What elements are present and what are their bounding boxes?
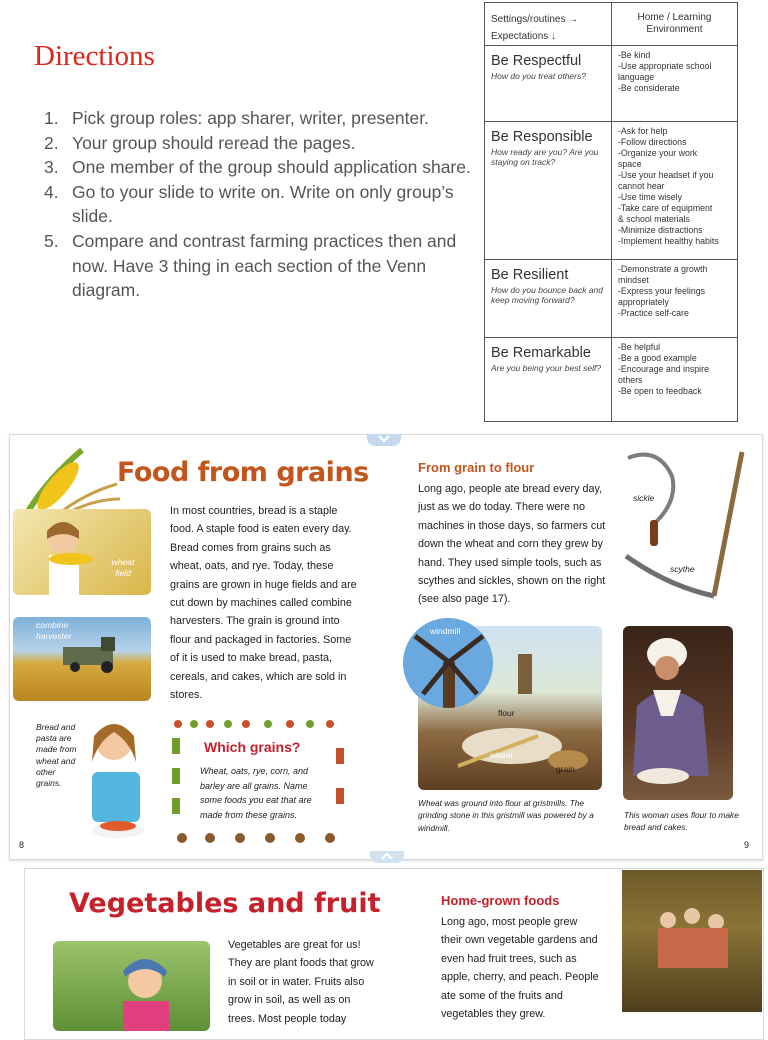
matrix-behaviors-remarkable: -Be helpful -Be a good example -Encourage and inspire others -Be open to feedback	[612, 338, 738, 422]
label-bread-pasta: Bread and pasta are made from wheat and other grains.	[36, 722, 77, 789]
girl-corn-photo	[13, 509, 151, 595]
label-windmill: windmill	[430, 626, 461, 636]
direction-step: 5. Compare and contrast farming practices then and now. Have 3 thing in each section of the Venn diagram.	[44, 230, 457, 301]
grains-intro-text: In most countries, bread is a staple food. A staple food is eaten every day. Bread comes from grains such as wheat, oats, and rye. Today, these grains are grown in huge fields and are cut down by machines called combine harvesters. The grain is ground into flour and packaged in factories. Some of it is used to make bread, pasta, cereals, and cakes, which are sold in stores.	[170, 505, 357, 702]
home-grown-text: Long ago, most people grew their own vegetable gardens and even had fruit trees, such as apple, cherry, and peach. People ate some of the fruits and vegetables they grew.	[441, 916, 599, 1021]
home-grown-title: Home-grown foods	[441, 893, 560, 908]
expectations-matrix	[484, 2, 738, 422]
matrix-value-responsible: Be Responsible How ready are you? Are you staying on track?	[485, 122, 612, 260]
grain-to-flour-text: Long ago, people ate bread every day, just as we do today. There were no machines in those days, so farmers cut down the wheat and corn they grew by hand. They used simple tools, such as scythes and sickles, shown on the right (see also page 17).	[418, 483, 606, 606]
label-scythe: scythe	[670, 564, 695, 574]
matrix-value-remarkable: Be Remarkable Are you being your best self?	[485, 338, 612, 422]
family-painting-photo	[622, 870, 762, 1012]
directions-list	[44, 106, 472, 303]
label-wheat-field: wheat field	[111, 557, 135, 578]
sickle-scythe-icon	[618, 446, 754, 610]
matrix-behaviors-respectful: -Be kind -Use appropriate school language -Be considerate	[612, 46, 738, 122]
expand-chevron-icon[interactable]	[370, 851, 404, 863]
matrix-behaviors-resilient: -Demonstrate a growth mindset -Express your feelings appropriately -Practice self-care	[612, 260, 738, 338]
collapse-chevron-icon[interactable]	[367, 434, 401, 446]
grain-to-flour-title: From grain to flour	[418, 460, 535, 475]
which-grains-title: Which grains?	[204, 739, 301, 755]
matrix-header-left: Settings/routines → Expectations ↓	[485, 3, 612, 46]
gristmill-caption: Wheat was ground into flour at gristmills. The grinding stone in this gristmill was powered by a windmill.	[418, 798, 594, 833]
matrix-behaviors-responsible: -Ask for help -Follow directions -Organize your work space -Use your headset if you cannot hear -Use time wisely -Take care of equipment & school materials -Minimize distractions -Implement healthy habits	[612, 122, 738, 260]
label-combine-harvester: combine harvester	[36, 620, 72, 641]
direction-step: 2. Your group should reread the pages.	[44, 132, 356, 153]
page-number-right: 9	[744, 840, 750, 850]
grains-title: Food from grains	[117, 457, 369, 488]
vegetables-title: Vegetables and fruit	[69, 888, 381, 919]
woman-caption: This woman uses flour to make bread and cakes.	[624, 810, 739, 833]
label-wheat: wheat	[490, 750, 513, 760]
which-grains-text: Wheat, oats, rye, corn, and barley are all grains. Name some foods you eat that are made from these grains.	[200, 766, 312, 820]
matrix-header-right: Home / Learning Environment	[612, 3, 738, 46]
woman-flour-photo	[623, 626, 733, 800]
direction-step: 1. Pick group roles: app sharer, writer, presenter.	[44, 108, 429, 128]
girl-pasta-photo	[72, 712, 166, 842]
label-grain: grain	[556, 764, 575, 774]
directions-title: Directions	[34, 40, 155, 72]
label-flour: flour	[498, 708, 515, 718]
label-sickle: sickle	[633, 493, 655, 503]
girl-vegetables-photo	[53, 941, 210, 1031]
page-number-left: 8	[19, 840, 25, 850]
vegetables-intro-text: Vegetables are great for us! They are plant foods that grow in soil or in water. Fruits also grow in soil, as well as on trees. Most people today	[228, 939, 374, 1025]
matrix-value-respectful: Be Respectful How do you treat others?	[485, 46, 612, 122]
matrix-value-resilient: Be Resilient How do you bounce back and keep moving forward?	[485, 260, 612, 338]
direction-step: 3. One member of the group should application share.	[44, 157, 471, 178]
direction-step: 4. Go to your slide to write on. Write on only group’s slide.	[44, 181, 454, 227]
